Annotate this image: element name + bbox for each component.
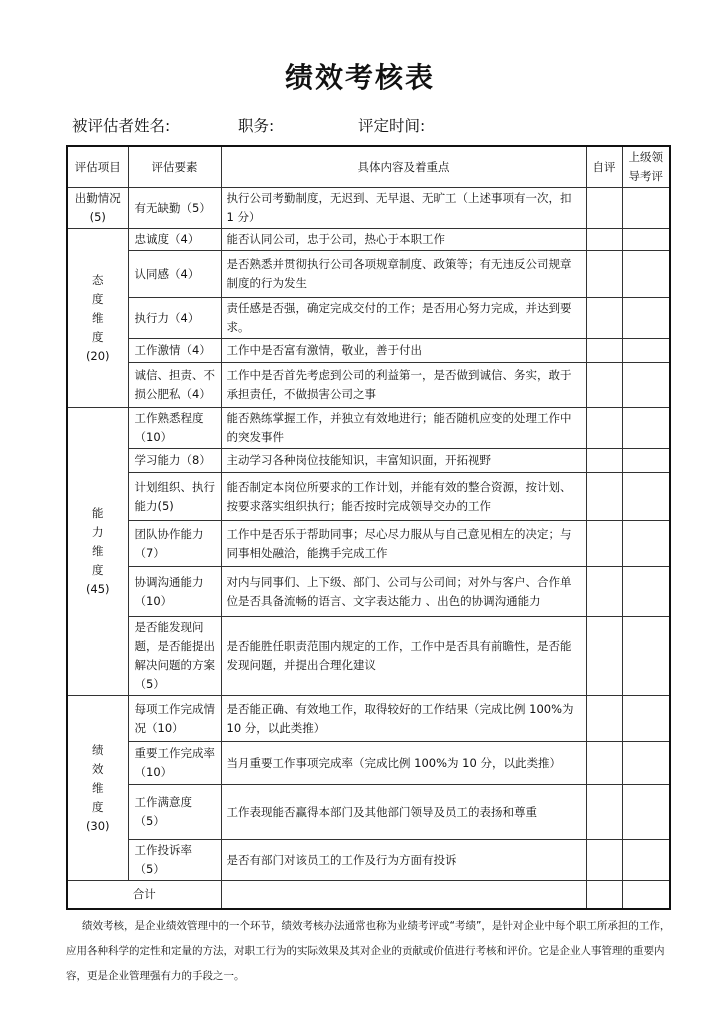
content-cell: 主动学习各种岗位技能知识，丰富知识面，开拓视野 xyxy=(221,449,586,473)
item-cell: 重要工作完成率（10） xyxy=(128,742,221,785)
item-cell: 协调沟通能力（10） xyxy=(128,567,221,617)
table-row xyxy=(67,473,670,521)
item-cell: 团队协作能力（7） xyxy=(128,521,221,567)
name-label: 被评估者姓名: xyxy=(72,117,171,135)
supervisor-eval-input[interactable] xyxy=(622,742,670,785)
category-cell: 出勤情况 (5) xyxy=(67,188,128,229)
content-cell: 能否制定本岗位所要求的工作计划，并能有效的整合资源，按计划、按要求落实组织执行；能否按时完成领导交办的工作 xyxy=(221,473,586,521)
category-cell: 态 度 维 度 (20) xyxy=(67,229,128,408)
total-supervisor-eval-input[interactable] xyxy=(622,881,670,909)
self-eval-input[interactable] xyxy=(586,785,622,840)
item-cell: 是否能发现问题，是否能提出解决问题的方案（5） xyxy=(128,617,221,696)
table-row xyxy=(67,617,670,696)
table-row xyxy=(67,742,670,785)
header-supervisor-eval: 上级领导考评 xyxy=(622,146,670,188)
item-cell: 工作投诉率（5） xyxy=(128,840,221,881)
content-flow xyxy=(66,145,678,989)
content-cell: 当月重要工作事项完成率（完成比例 100%为 10 分，以此类推） xyxy=(221,742,586,785)
self-eval-input[interactable] xyxy=(586,473,622,521)
self-eval-input[interactable] xyxy=(586,298,622,339)
item-cell: 计划组织、执行能力(5) xyxy=(128,473,221,521)
self-eval-input[interactable] xyxy=(586,229,622,251)
supervisor-eval-input[interactable] xyxy=(622,567,670,617)
table-row xyxy=(67,567,670,617)
table-row xyxy=(67,251,670,298)
item-cell: 认同感（4） xyxy=(128,251,221,298)
supervisor-eval-input[interactable] xyxy=(622,339,670,363)
supervisor-eval-input[interactable] xyxy=(622,521,670,567)
table-row xyxy=(67,840,670,881)
supervisor-eval-input[interactable] xyxy=(622,229,670,251)
page-title: 绩效考核表 xyxy=(284,61,435,94)
content-cell: 工作中是否首先考虑到公司的利益第一，是否做到诚信、务实，敢于承担责任，不做损害公司之事 xyxy=(221,363,586,408)
supervisor-eval-input[interactable] xyxy=(622,473,670,521)
item-cell: 有无缺勤（5） xyxy=(128,188,221,229)
table-row xyxy=(67,408,670,449)
self-eval-input[interactable] xyxy=(586,188,622,229)
supervisor-eval-input[interactable] xyxy=(622,298,670,339)
header-item: 评估要素 xyxy=(128,146,221,188)
content-cell: 能否认同公司，忠于公司，热心于本职工作 xyxy=(221,229,586,251)
header-category: 评估项目 xyxy=(67,146,128,188)
table-row xyxy=(67,785,670,840)
item-cell: 工作满意度（5） xyxy=(128,785,221,840)
table-row xyxy=(67,696,670,742)
supervisor-eval-input[interactable] xyxy=(622,449,670,473)
table-row xyxy=(67,229,670,251)
table-row xyxy=(67,449,670,473)
supervisor-eval-input[interactable] xyxy=(622,617,670,696)
table-row xyxy=(67,339,670,363)
content-cell: 是否有部门对该员工的工作及行为方面有投诉 xyxy=(221,840,586,881)
self-eval-input[interactable] xyxy=(586,696,622,742)
supervisor-eval-input[interactable] xyxy=(622,840,670,881)
content-cell: 执行公司考勤制度，无迟到、无早退、无旷工（上述事项有一次，扣 1 分） xyxy=(221,188,586,229)
content-cell: 是否能胜任职责范围内规定的工作，工作中是否具有前瞻性，是否能发现问题，并提出合理化建议 xyxy=(221,617,586,696)
content-cell: 能否熟练掌握工作，并独立有效地进行；能否随机应变的处理工作中的突发事件 xyxy=(221,408,586,449)
content-cell: 是否能正确、有效地工作，取得较好的工作结果（完成比例 100%为 10 分，以此类推） xyxy=(221,696,586,742)
self-eval-input[interactable] xyxy=(586,363,622,408)
content-cell: 工作中是否乐于帮助同事；尽心尽力服从与自己意见相左的决定；与同事相处融洽，能携手完成工作 xyxy=(221,521,586,567)
self-eval-input[interactable] xyxy=(586,521,622,567)
total-content-cell xyxy=(221,881,586,909)
supervisor-eval-input[interactable] xyxy=(622,251,670,298)
item-cell: 忠诚度（4） xyxy=(128,229,221,251)
table-row xyxy=(67,188,670,229)
self-eval-input[interactable] xyxy=(586,567,622,617)
table-row xyxy=(67,298,670,339)
item-cell: 工作熟悉程度（10） xyxy=(128,408,221,449)
position-label: 职务: xyxy=(238,117,275,135)
table-row xyxy=(67,363,670,408)
content-cell: 责任感是否强，确定完成交付的工作；是否用心努力完成，并达到要求。 xyxy=(221,298,586,339)
category-cell: 绩 效 维 度 (30) xyxy=(67,696,128,881)
supervisor-eval-input[interactable] xyxy=(622,696,670,742)
total-row xyxy=(67,881,670,909)
table-row xyxy=(67,521,670,567)
table-header-row xyxy=(67,146,670,188)
total-label: 合计 xyxy=(67,881,221,909)
item-cell: 执行力（4） xyxy=(128,298,221,339)
self-eval-input[interactable] xyxy=(586,449,622,473)
category-cell: 能 力 维 度 (45) xyxy=(67,408,128,696)
content-cell: 对内与同事们、上下级、部门、公司与公司间；对外与客户、合作单位是否具备流畅的语言、文字表达能力 、出色的协调沟通能力 xyxy=(221,567,586,617)
supervisor-eval-input[interactable] xyxy=(622,785,670,840)
item-cell: 工作激情（4） xyxy=(128,339,221,363)
content-cell: 工作表现能否赢得本部门及其他部门领导及员工的表扬和尊重 xyxy=(221,785,586,840)
self-eval-input[interactable] xyxy=(586,408,622,449)
supervisor-eval-input[interactable] xyxy=(622,408,670,449)
supervisor-eval-input[interactable] xyxy=(622,363,670,408)
self-eval-input[interactable] xyxy=(586,339,622,363)
self-eval-input[interactable] xyxy=(586,742,622,785)
supervisor-eval-input[interactable] xyxy=(622,188,670,229)
self-eval-input[interactable] xyxy=(586,840,622,881)
self-eval-input[interactable] xyxy=(586,617,622,696)
item-cell: 学习能力（8） xyxy=(128,449,221,473)
content-cell: 是否熟悉并贯彻执行公司各项规章制度、政策等；有无违反公司规章制度的行为发生 xyxy=(221,251,586,298)
header-content: 具体内容及着重点 xyxy=(221,146,586,188)
header-self-eval: 自评 xyxy=(586,146,622,188)
time-label: 评定时间: xyxy=(358,117,426,135)
item-cell: 每项工作完成情况（10） xyxy=(128,696,221,742)
evaluation-table xyxy=(66,145,671,910)
item-cell: 诚信、担责、不损公肥私（4） xyxy=(128,363,221,408)
self-eval-input[interactable] xyxy=(586,251,622,298)
content-cell: 工作中是否富有激情，敬业，善于付出 xyxy=(221,339,586,363)
total-self-eval-input[interactable] xyxy=(586,881,622,909)
footnote: 绩效考核，是企业绩效管理中的一个环节，绩效考核办法通常也称为业绩考评或“考绩”，是针对企业中每个职工所承担的工作，应用各种科学的定性和定量的方法，对职工行为的实际效果及其对企业的贡献或价值进行考核和评价。它是企业人事管理的重要内容，更是企业管理强有力的手段之一。 xyxy=(66,919,671,982)
